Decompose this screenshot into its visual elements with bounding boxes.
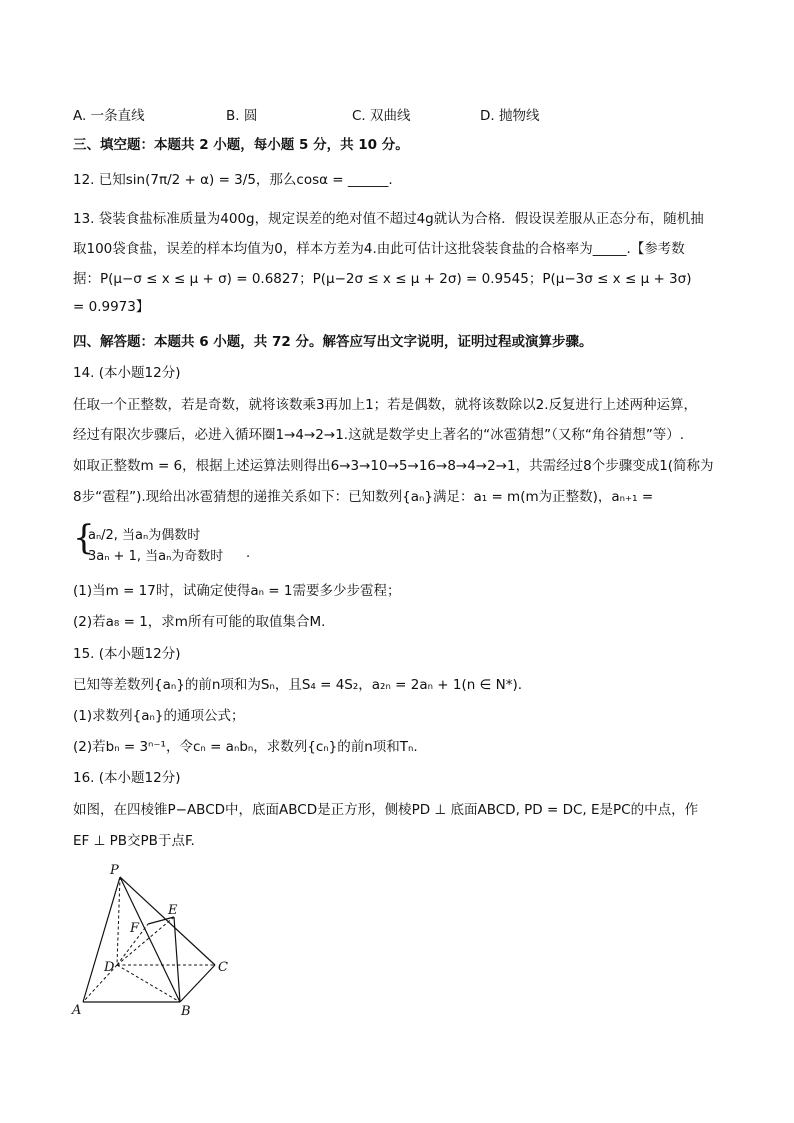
label-p: P (110, 863, 119, 878)
q15-part1: (1)求数列{aₙ}的通项公式； (73, 708, 245, 724)
q13-line2: 取100袋食盐，误差的样本均值为0，样本方差为4.由此可估计这批袋装食盐的合格率为_____.【参考数 (73, 241, 685, 257)
section4-header: 四、解答题：本题共 6 小题，共 72 分。解答应写出文字说明，证明过程或演算步骤。 (73, 334, 593, 350)
q16-line2: EF ⊥ PB交PB于点F. (73, 833, 195, 849)
label-a: A (72, 1003, 82, 1017)
q15-title: 15. (本小题12分) (73, 646, 181, 662)
cases-brace: { (73, 518, 95, 558)
edge-bc (180, 965, 215, 1002)
q15-line1: 已知等差数列{aₙ}的前n项和为Sₙ，且S₄ = 4S₂，a₂ₙ = 2aₙ + 1(n ∈ N*). (73, 677, 523, 693)
edge-pb (120, 877, 180, 1002)
edge-pd (117, 877, 120, 965)
label-f: F (130, 921, 140, 936)
q13-line1: 13. 袋装食盐标准质量为400g，规定误差的绝对值不超过4g就认为合格．假设误差服从正态分布，随机抽 (73, 211, 704, 227)
q14-line4: 8步“雹程”).现给出冰雹猜想的递推关系如下：已知数列{aₙ}满足：a₁ = m(m为正整数)，aₙ₊₁ = (73, 489, 654, 505)
q16-title: 16. (本小题12分) (73, 770, 181, 786)
section3-header: 三、填空题：本题共 2 小题，每小题 5 分，共 10 分。 (73, 137, 409, 153)
q13-line4: = 0.9973】 (73, 299, 150, 315)
pyramid-figure (70, 862, 240, 1017)
q11-option-d: D. 抛物线 (480, 108, 540, 124)
q15-part2: (2)若bₙ = 3ⁿ⁻¹，令cₙ = aₙbₙ，求数列{cₙ}的前n项和Tₙ. (73, 739, 418, 755)
q14-title: 14. (本小题12分) (73, 365, 181, 381)
q14-part2: (2)若a₈ = 1，求m所有可能的取值集合M. (73, 614, 326, 630)
q14-part1: (1)当m = 17时，试确定使得aₙ = 1需要多少步雹程； (73, 583, 401, 599)
q13-line3: 据：P(μ−σ ≤ x ≤ μ + σ) = 0.6827；P(μ−2σ ≤ x ≤ μ + 2σ) = 0.9545；P(μ−3σ ≤ x ≤ μ + 3σ) (73, 271, 692, 287)
q11-option-c: C. 双曲线 (352, 108, 411, 124)
q16-line1: 如图，在四棱锥P−ABCD中，底面ABCD是正方形，侧棱PD ⊥ 底面ABCD, PD = DC, E是PC的中点，作 (73, 802, 699, 818)
edge-de (117, 917, 174, 965)
label-d: D (104, 960, 115, 975)
label-e: E (168, 903, 178, 918)
q14-case2: 3aₙ + 1, 当aₙ为奇数时 (88, 549, 224, 564)
q14-line3: 如取正整数m = 6，根据上述运算法则得出6→3→10→5→16→8→4→2→1，共需经过8个步骤变成1(简称为 (73, 458, 714, 474)
q11-option-b: B. 圆 (226, 108, 258, 124)
q14-line1: 任取一个正整数，若是奇数，就将该数乘3再加上1；若是偶数，就将该数除以2.反复进行上述两种运算， (73, 397, 698, 413)
q11-option-a: A. 一条直线 (73, 108, 145, 124)
q14-case1: aₙ/2, 当aₙ为偶数时 (88, 528, 201, 543)
label-b: B (181, 1004, 191, 1017)
edge-pa (83, 877, 120, 1002)
label-c: C (218, 960, 228, 975)
q14-line2: 经过有限次步骤后，必进入循环圈1→4→2→1.这就是数学史上著名的“冰雹猜想”（又称“角谷猜想”等）. (73, 427, 685, 443)
q12-text: 12. 已知sin(7π/2 + α) = 3/5，那么cosα = ______. (73, 172, 393, 188)
q14-case-end: . (246, 546, 251, 561)
